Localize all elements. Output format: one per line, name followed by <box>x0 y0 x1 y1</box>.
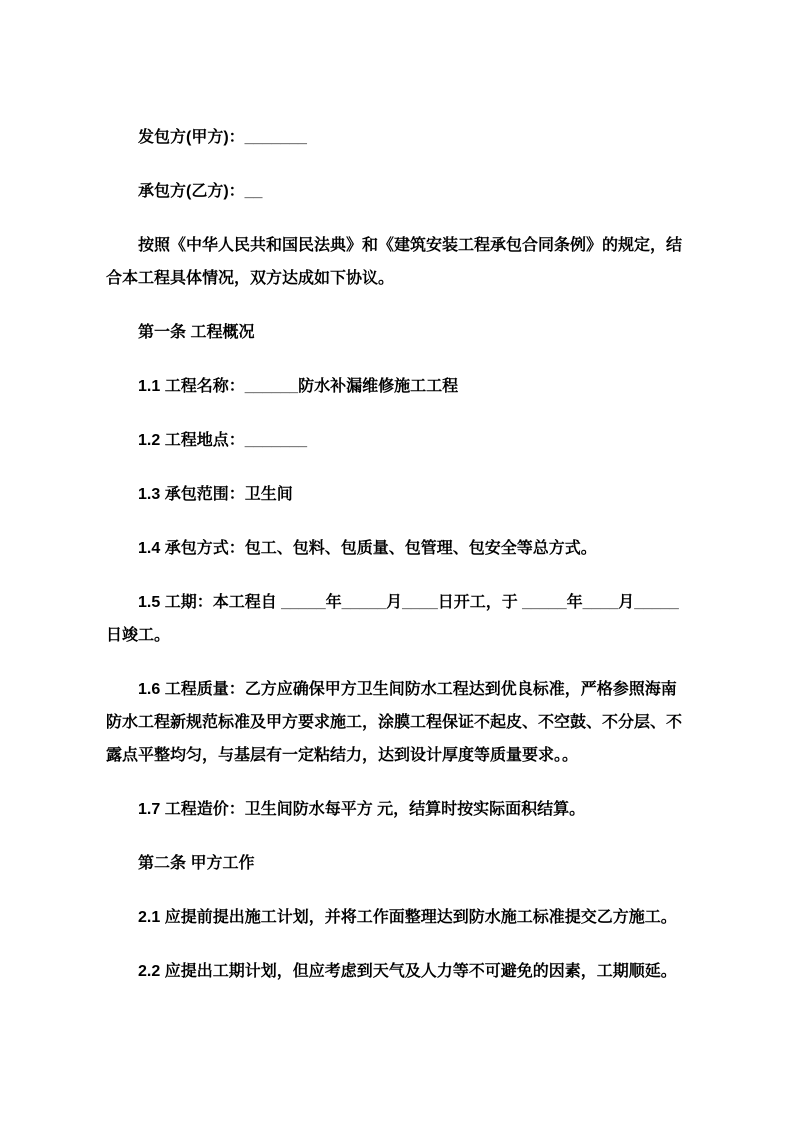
paragraph-2-1: 2.1 应提前提出施工计划，并将工作面整理达到防水施工标准提交乙方施工。 <box>138 909 677 926</box>
paragraph-1-3: 1.3 承包范围：卫生间 <box>138 486 293 503</box>
paragraph-1-4: 1.4 承包方式：包工、包料、包质量、包管理、包安全等总方式。 <box>138 540 597 557</box>
paragraph-1-1: 1.1 工程名称：______防水补漏维修施工工程 <box>138 378 459 395</box>
paragraph-preamble: 按照《中华人民共和国民法典》和《建筑安装工程承包合同条例》的规定，结合本工程具体情况，双方达成如下协议。 <box>106 237 683 287</box>
paragraph-party-a: 发包方(甲方)：_______ <box>138 129 307 146</box>
paragraph-1-6: 1.6 工程质量：乙方应确保甲方卫生间防水工程达到优良标准，严格参照海南防水工程新规范标准及甲方要求施工，涂膜工程保证不起皮、不空鼓、不分层、不露点平整均匀，与基层有一定粘结力，达到设计厚度等质量要求。。 <box>106 681 683 764</box>
paragraph-1-7: 1.7 工程造价：卫生间防水每平方 元，结算时按实际面积结算。 <box>138 801 586 818</box>
heading-article-2: 第二条 甲方工作 <box>138 855 255 872</box>
paragraph-party-b: 承包方(乙方)：__ <box>138 183 263 200</box>
heading-article-1: 第一条 工程概况 <box>138 324 255 341</box>
paragraph-1-5: 1.5 工期：本工程自 _____年_____月____日开工，于 _____年____月_____日竣工。 <box>106 594 679 644</box>
paragraph-1-2: 1.2 工程地点：_______ <box>138 432 307 449</box>
paragraph-2-2: 2.2 应提出工期计划，但应考虑到天气及人力等不可避免的因素，工期顺延。 <box>138 963 677 980</box>
